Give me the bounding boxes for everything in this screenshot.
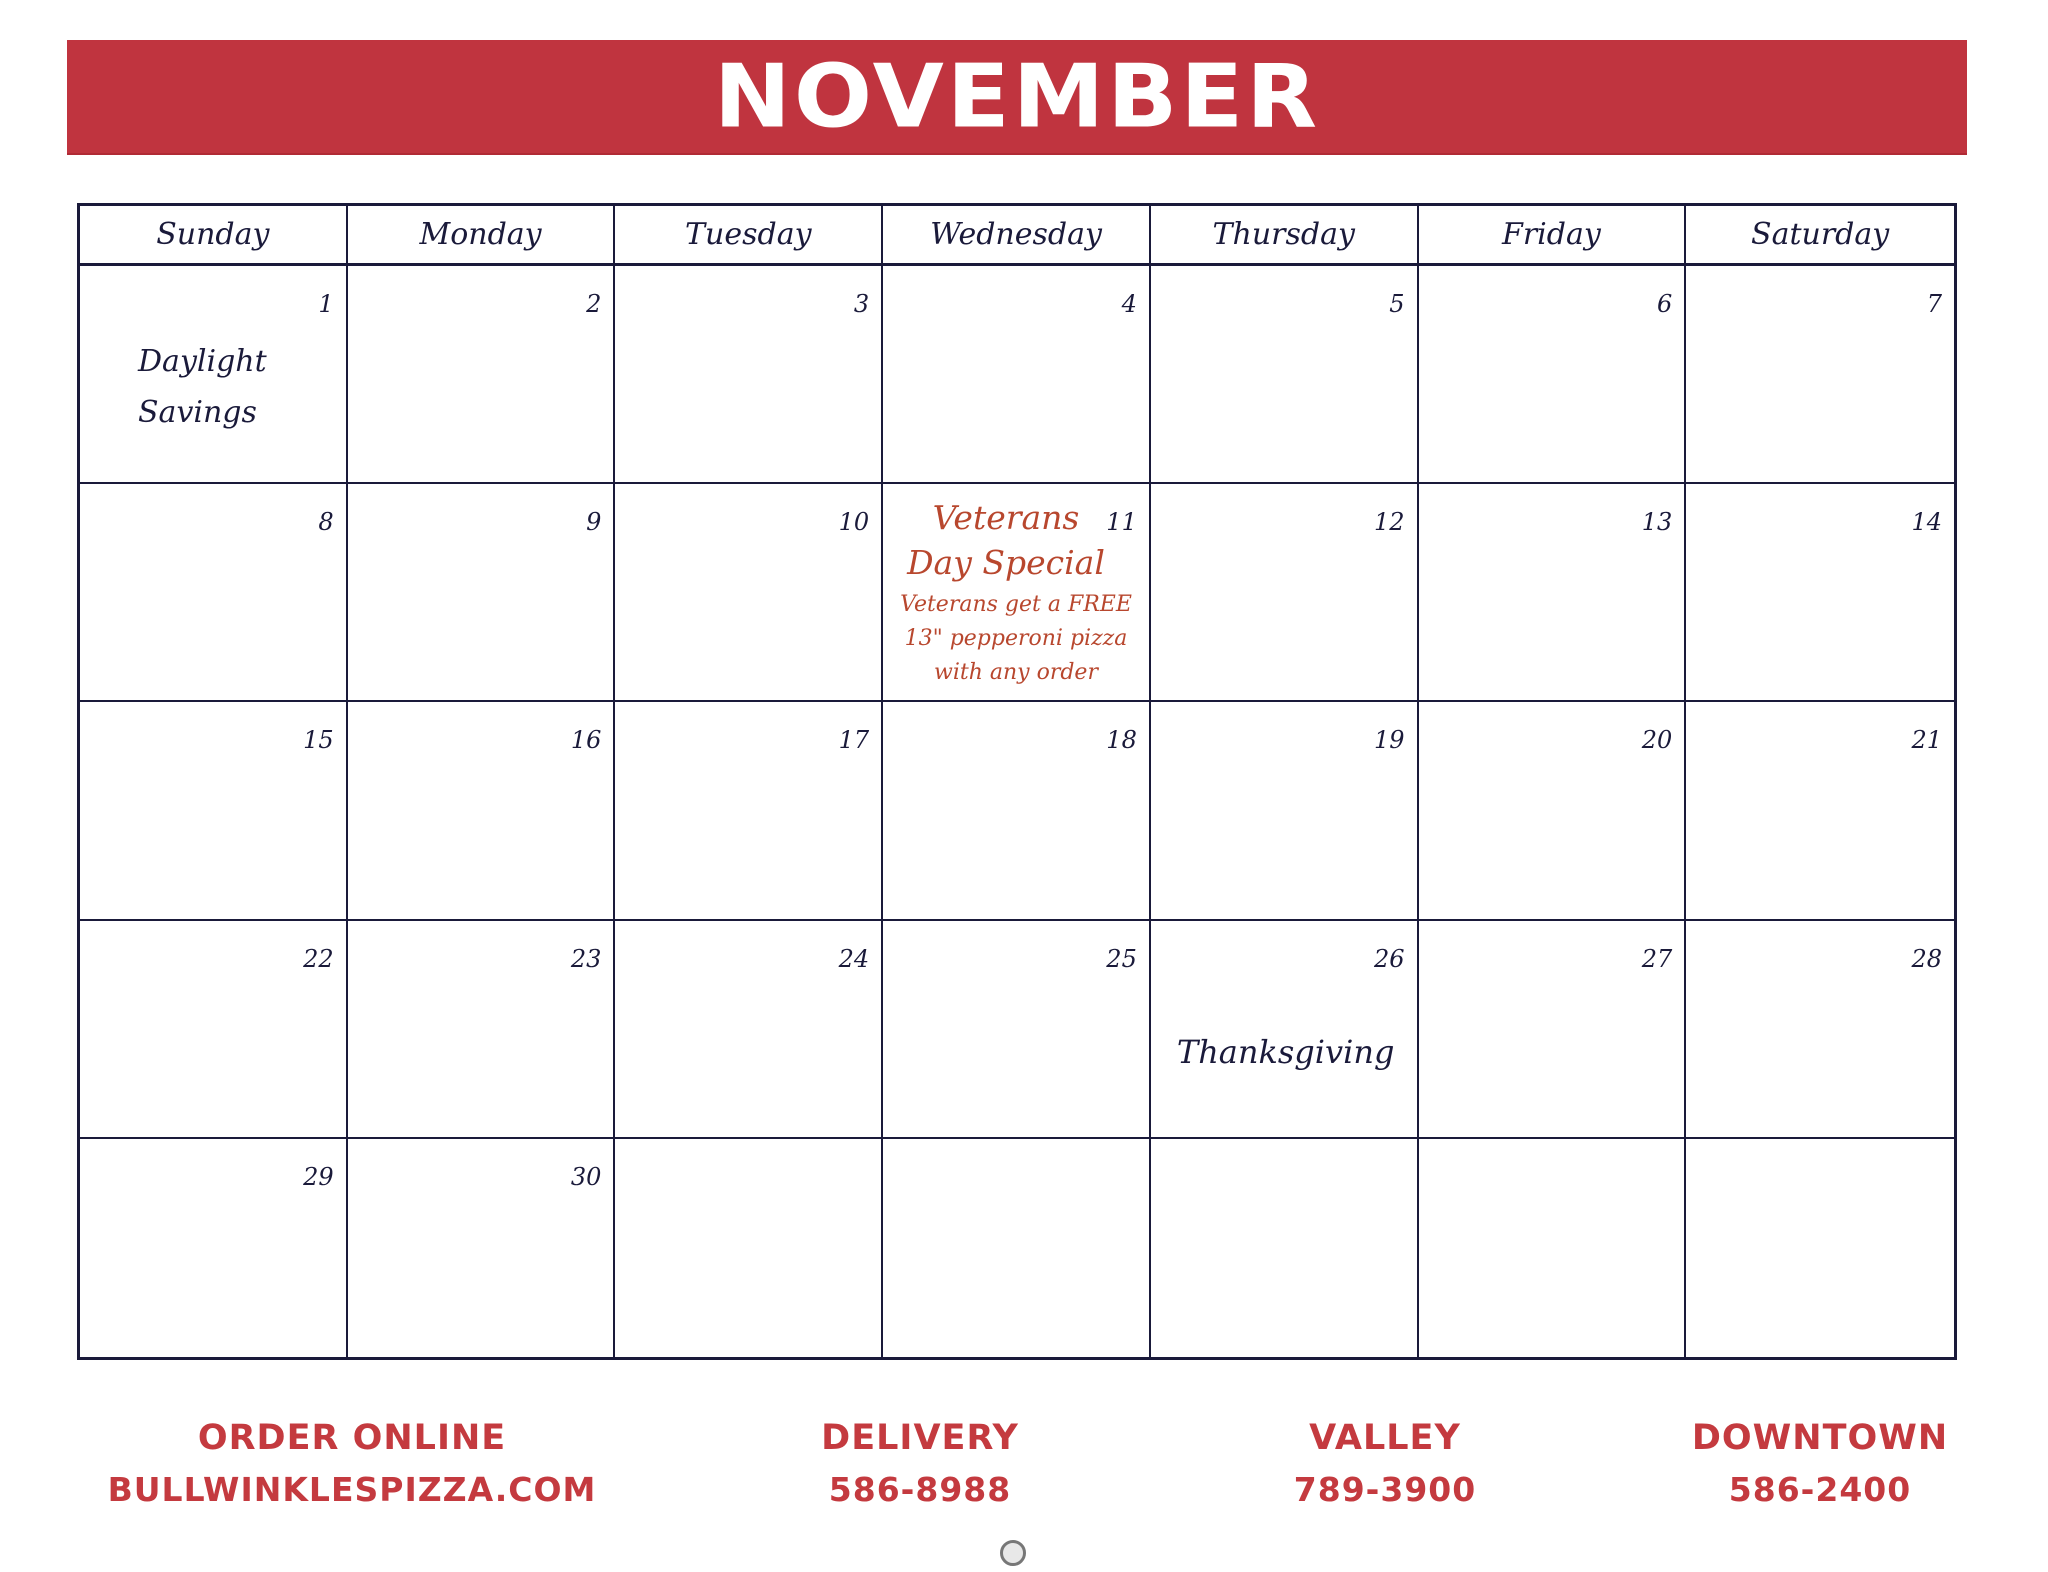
footer-downtown-label: DOWNTOWN	[1691, 1418, 1949, 1458]
day-cell	[883, 921, 1151, 1139]
month-title: NOVEMBER	[713, 45, 1321, 147]
weekday-wednesday: Wednesday	[883, 206, 1151, 266]
event-description: Veterans get a FREE 13" pepperoni pizza with any order	[900, 592, 1132, 686]
day-number: 23	[570, 944, 602, 973]
day-number: 13	[1641, 508, 1673, 537]
weekday-friday: Friday	[1419, 206, 1687, 266]
day-number: 28	[1911, 944, 1942, 973]
day-cell	[1151, 266, 1419, 484]
day-cell	[348, 702, 616, 920]
day-cell	[80, 266, 348, 484]
footer-order-online	[92, 1412, 612, 1516]
day-number: 8	[318, 508, 334, 537]
day-cell	[348, 484, 616, 702]
day-number: 16	[570, 726, 602, 755]
footer-downtown-phone: 586-2400	[1728, 1470, 1912, 1509]
day-number: 30	[570, 1162, 602, 1191]
day-number: 29	[303, 1162, 334, 1191]
weekday-tuesday: Tuesday	[615, 206, 883, 266]
day-number: 5	[1389, 290, 1405, 318]
day-cell	[80, 921, 348, 1139]
month-banner	[67, 40, 1967, 155]
footer-order-online-label: ORDER ONLINE	[197, 1418, 507, 1458]
footer-website-link[interactable]: BULLWINKLESPIZZA.COM	[107, 1470, 597, 1509]
day-number: 12	[1374, 508, 1405, 537]
day-cell	[80, 702, 348, 920]
day-cell	[348, 921, 616, 1139]
day-number: 11	[1106, 508, 1137, 537]
day-cell	[348, 266, 616, 484]
day-cell	[80, 484, 348, 702]
day-cell	[80, 1139, 348, 1357]
day-cell	[1686, 484, 1954, 702]
footer-delivery-label: DELIVERY	[821, 1418, 1019, 1458]
day-cell	[615, 921, 883, 1139]
day-number: 10	[838, 508, 870, 537]
day-cell	[1419, 921, 1687, 1139]
day-cell	[1686, 921, 1954, 1139]
weekday-saturday: Saturday	[1686, 206, 1954, 266]
day-number: 19	[1374, 726, 1405, 755]
day-cell-empty	[883, 1139, 1151, 1357]
day-number: 9	[586, 508, 602, 537]
weekday-monday: Monday	[348, 206, 616, 266]
day-number: 26	[1374, 944, 1405, 973]
footer-valley-label: VALLEY	[1309, 1418, 1461, 1458]
day-cell	[1151, 702, 1419, 920]
day-cell	[1419, 484, 1687, 702]
footer-delivery	[770, 1412, 1070, 1516]
footer-valley-phone: 789-3900	[1293, 1470, 1477, 1509]
day-cell	[1686, 266, 1954, 484]
day-cell	[1419, 702, 1687, 920]
day-cell-empty	[615, 1139, 883, 1357]
day-cell-thanksgiving	[1151, 921, 1419, 1139]
event-title: Veterans Day Special	[907, 498, 1105, 582]
day-number: 3	[853, 290, 870, 318]
day-number: 24	[838, 944, 870, 973]
day-cell-empty	[1686, 1139, 1954, 1357]
day-number: 18	[1106, 726, 1137, 755]
hanging-hole	[1000, 1540, 1026, 1566]
day-number: 14	[1911, 508, 1942, 537]
day-number: 21	[1911, 726, 1942, 755]
day-number: 17	[838, 726, 870, 755]
day-note: Thanksgiving	[1176, 1032, 1395, 1071]
day-number: 4	[1121, 290, 1137, 318]
footer-downtown	[1670, 1412, 1970, 1516]
footer-valley	[1235, 1412, 1535, 1516]
weekday-sunday: Sunday	[80, 206, 348, 266]
day-number: 7	[1926, 290, 1942, 318]
day-number: 2	[586, 290, 602, 318]
day-number: 6	[1657, 290, 1673, 318]
weekday-thursday: Thursday	[1151, 206, 1419, 266]
day-number: 25	[1106, 944, 1137, 973]
day-note: Daylight Savings	[138, 344, 267, 430]
day-number: 27	[1641, 944, 1673, 973]
day-cell	[1419, 266, 1687, 484]
day-cell-empty	[1151, 1139, 1419, 1357]
day-cell	[348, 1139, 616, 1357]
day-cell	[1686, 702, 1954, 920]
day-cell	[615, 702, 883, 920]
day-cell-empty	[1419, 1139, 1687, 1357]
day-number: 15	[303, 726, 334, 755]
day-cell	[615, 484, 883, 702]
footer-delivery-phone: 586-8988	[828, 1470, 1012, 1509]
calendar-grid	[77, 203, 1957, 1360]
day-number: 20	[1641, 726, 1673, 755]
day-cell	[883, 266, 1151, 484]
day-number: 22	[303, 944, 334, 973]
day-cell	[1151, 484, 1419, 702]
day-cell	[615, 266, 883, 484]
day-cell-veterans-day	[883, 484, 1151, 702]
day-number: 1	[318, 290, 334, 318]
day-cell	[883, 702, 1151, 920]
